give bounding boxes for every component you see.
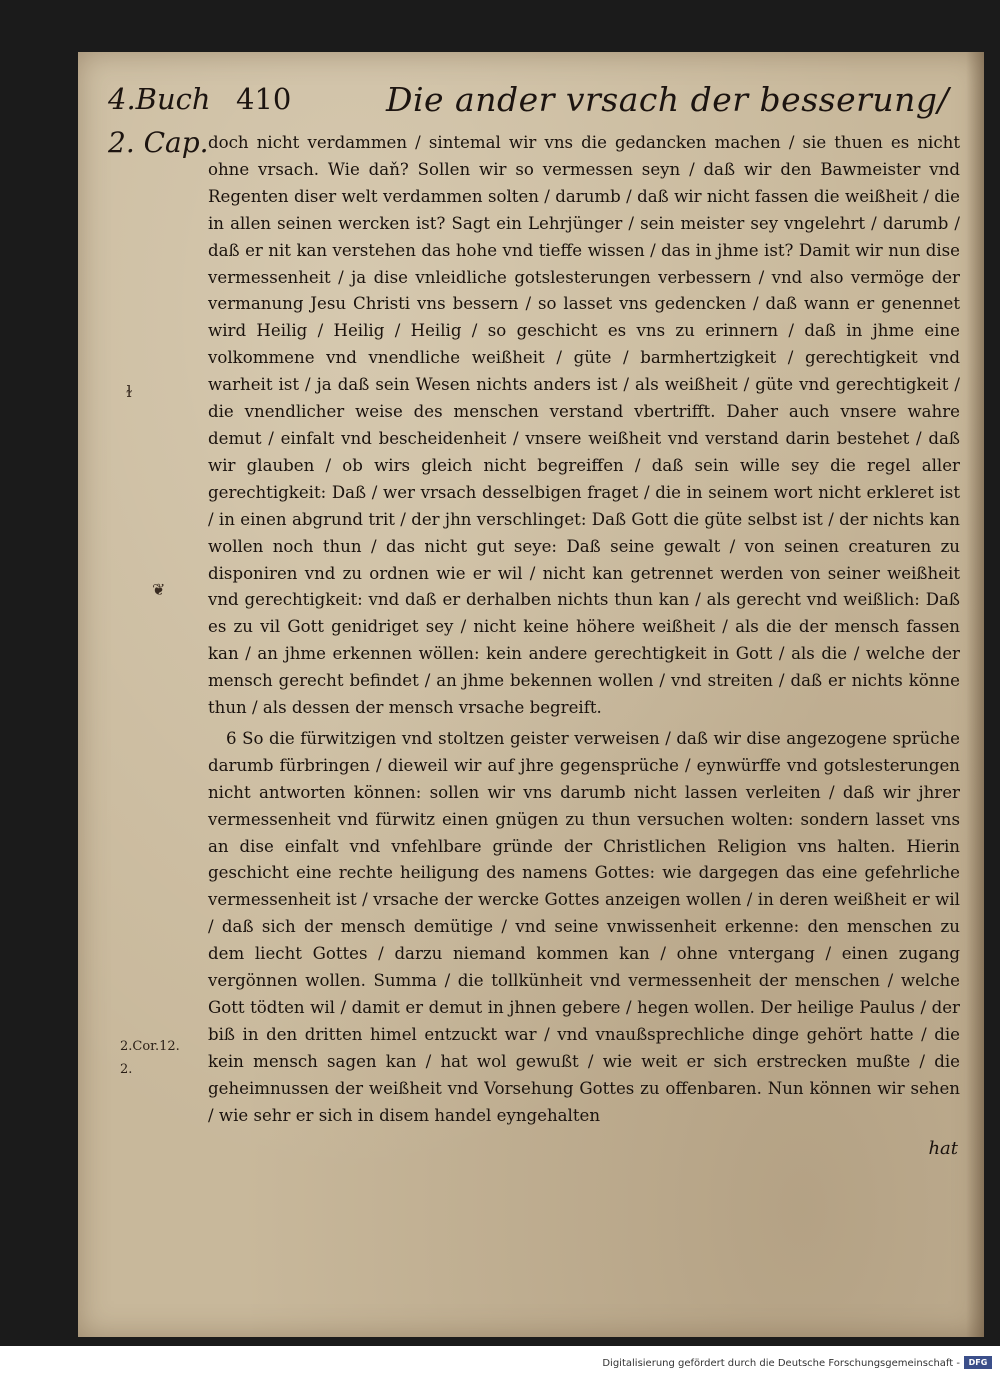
footer-bar [0,1346,1000,1375]
footer-credit: Digitalisierung gefördert durch die Deutsche Forschungsgemeinschaft - [602,1358,960,1369]
chapter-label: 2. Cap. [108,126,209,159]
book-label: 4.Buch [108,82,211,116]
paragraph-1: doch nicht verdammen / sintemal wir vns die gedancken machen / sie thuen es nicht ohne vrsach. Wie daň? Sollen wir so vermessen seyn / daß wir den Bawmeister vnd Regenten diser welt verdammen solten / darumb / daß wir nicht fassen die weißheit / die in allen seinen wercken ist? Sagt ein Lehrjünger / sein meister sey vngelehrt / darumb / daß er nit kan verstehen das hohe vnd tieffe wissen / das in jhme ist? Damit wir nun dise vermessenheit / ja dise vnleidliche gotslesterungen verbessern / vnd also vermöge der vermanung Jesu Christi vns bessern / so lasset vns gedencken / daß wann er genennet wird Heilig / Heilig / Heilig / so geschicht es vns zu erinnern / daß in jhme eine volkommene vnd vnendliche weißheit / güte / barmhertzigkeit / gerechtigkeit vnd warheit ist / ja daß sein Wesen nichts anders ist / als weißheit / güte vnd gerechtigkeit / die vnendlicher weise des menschen verstand vbertrifft. Daher auch vnsere wahre demut / einfalt vnd bescheidenheit / vnsere weißheit vnd verstand darin bestehet / daß wir glauben / ob wirs gleich nicht begreiffen / daß sein wille sey die regel aller gerechtigkeit: Daß / wer vrsach desselbigen fraget / die in seinem wort nicht erkleret ist / in einen abgrund trit / der jhn verschlinget: Daß Gott die güte selbst ist / der nichts kan wollen noch thun / das nicht gut seye: Daß seine gewalt / von seinen creaturen zu disponiren vnd zu ordnen wie er wil / nicht kan getrennet werden von seiner weißheit vnd gerechtigkeit: vnd daß er derhalben nichts thun kan / als gerecht vnd weißlich: Daß es zu vil Gott genidriget sey / nicht keine höhere weißheit / als die der mensch fassen kan / an jhme erkennen wöllen: kein andere gerechtigkeit in Gott / als die / welche der mensch gerecht befindet / an jhme bekennen wollen / vnd streiten / daß er nichts könne thun / als dessen der mensch vrsache begreift. [208,133,960,718]
page-edge-shadow [966,52,984,1337]
margin-mark-2: ❦ [152,580,166,599]
dfg-logo: DFG [964,1356,992,1369]
running-title: Die ander vrsach der besserung/ [386,80,950,119]
page-number: 410 [236,82,292,116]
paragraph-2: 6 So die fürwitzigen vnd stoltzen geister verweisen / daß wir dise angezogene sprüche darumb fürbringen / dieweil wir auf jhre gegensprüche / eynwürffe vnd gotslesterungen nicht antworten können: sollen wir vns darumb nicht lassen verleiten / daß wir jhrer vermessenheit vnd fürwitz einen gnügen zu thun versuchen wolten: sondern lasset vns an dise einfalt vnd vnfehlbare gründe der Christlichen Religion vns halten. Hierin geschicht eine rechte heiligung des namens Gottes: wie dargegen das eine gefehrliche vermessenheit ist / vrsache der wercke Gottes anzeigen wollen / in deren weißheit er wil / daß sich der mensch demütige / vnd seine vnwissenheit erkenne: den menschen zu dem liecht Gottes / darzu niemand kommen kan / ohne vntergang / einen zugang vergönnen wollen. Summa / die tollkünheit vnd vermessenheit der menschen / welche Gott tödten wil / damit er demut in jhnen gebere / hegen wollen. Der heilige Paulus / der biß in den dritten himel entzuckt war / vnd vnaußsprechliche dinge gehört hatte / die kein mensch sagen kan / hat wol gewußt / wie weit er sich erstrecken mußte / die geheimnussen der weißheit vnd Vorsehung Gottes zu offenbaren. Nun können wir sehen / wie sehr er sich in disem handel eyngehalten [208,728,960,1125]
body-text [208,130,960,1130]
margin-mark-1: ɫ [126,382,133,401]
margin-citation: 2.Cor.12. [120,1039,180,1054]
catchword: hat [928,1138,958,1159]
running-head [108,80,968,130]
book-page [78,52,984,1337]
margin-citation-verse: 2. [120,1062,133,1077]
